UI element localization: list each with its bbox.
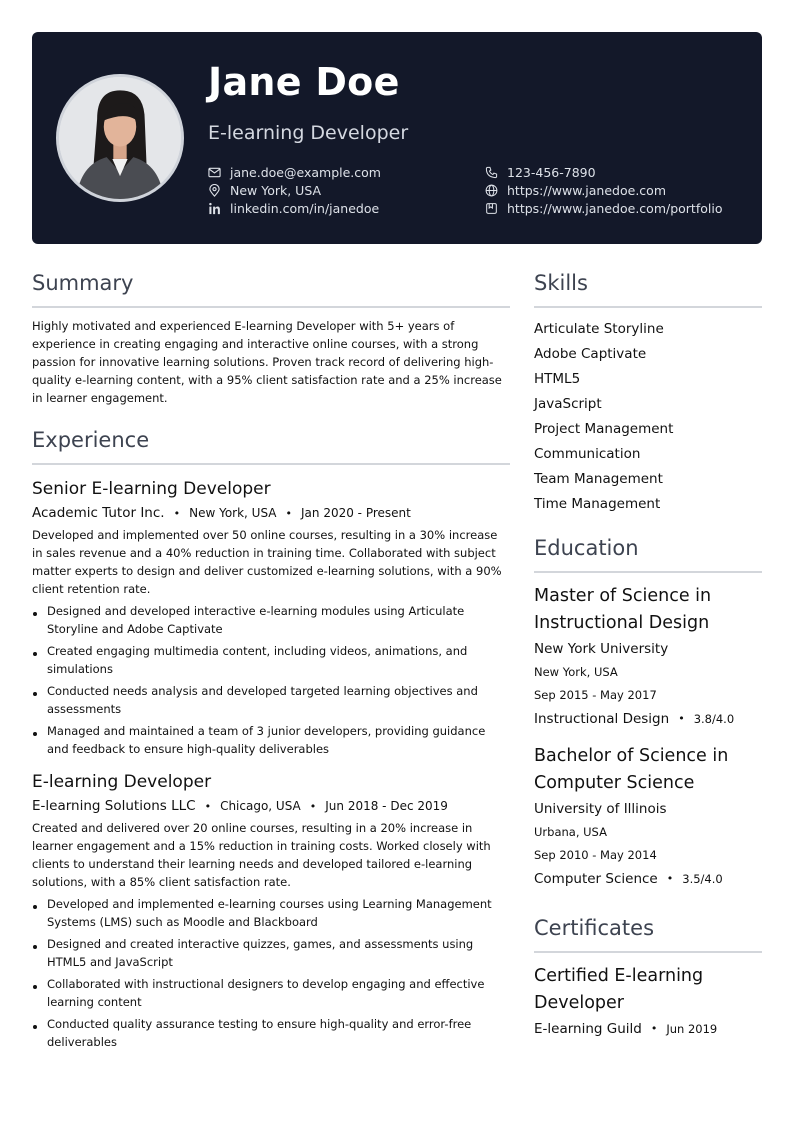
separator-dot: • [309,799,317,813]
separator-dot: • [650,1022,658,1035]
job-entry [32,477,510,758]
skill-item: JavaScript [534,396,602,412]
mail-icon [208,166,221,179]
job-entry [32,770,510,1051]
list-item: Managed and maintained a team of 3 junior developers, providing guidance and feedback to ensure high-quality deliverables [32,722,510,758]
certificate-issuer: E-learning Guild [534,1021,642,1037]
education-field: Computer Science [534,871,658,887]
contact-email-text: jane.doe@example.com [230,165,381,180]
contact-portfolio-text: https://www.janedoe.com/portfolio [507,201,723,216]
skill-item: Time Management [534,496,661,512]
job-dates: Jan 2020 - Present [301,506,411,520]
list-item: Created engaging multimedia content, including videos, animations, and simulations [32,642,510,678]
left-column [32,268,510,1055]
candidate-title: E-learning Developer [208,122,409,144]
separator-dot: • [173,506,181,520]
profile-photo [59,77,181,199]
certificate-entry [534,963,762,1041]
education-field: Instructional Design [534,711,670,727]
contact-phone[interactable] [485,165,596,180]
location-icon [208,184,221,197]
contact-website-text: https://www.janedoe.com [507,183,666,198]
skill-item: Adobe Captivate [534,346,647,362]
phone-icon [485,166,498,179]
job-location: New York, USA [189,506,277,520]
education-gpa: 3.8/4.0 [693,712,735,726]
skill-item: Communication [534,446,641,462]
education-section [534,533,762,891]
job-title: E-learning Developer [32,772,212,792]
list-item: Designed and developed interactive e-learning modules using Articulate Storyline and Adobe Captivate [32,602,510,638]
contact-portfolio[interactable] [485,201,722,216]
contact-linkedin-text: linkedin.com/in/janedoe [230,201,380,216]
section-divider [534,951,762,953]
job-bullets [32,602,510,758]
section-divider [534,571,762,573]
contact-email[interactable] [208,165,381,180]
education-school: New York University [534,641,669,657]
certificates-section [534,913,762,1041]
education-dates: Sep 2015 - May 2017 [534,688,657,702]
list-item: Conducted needs analysis and developed targeted learning objectives and assessments [32,682,510,718]
certificate-date: Jun 2019 [666,1022,718,1036]
list-item: Designed and created interactive quizzes, games, and assessments using HTML5 and JavaScript [32,935,510,971]
section-divider [32,463,510,465]
job-description: Developed and implemented over 50 online courses, resulting in a 30% increase in sales revenue and a 40% reduction in training time. Collaborated with subject matter experts to design and deliver customized e-learning solutions, with a 90% client retention rate. [32,528,502,596]
education-school: University of Illinois [534,801,667,817]
experience-heading: Experience [32,428,150,452]
education-dates: Sep 2010 - May 2014 [534,848,657,862]
portfolio-icon [485,202,498,215]
education-gpa: 3.5/4.0 [682,872,723,886]
section-divider [32,306,510,308]
job-meta [32,505,510,521]
skill-item: HTML5 [534,371,581,387]
contact-linkedin[interactable] [208,201,379,216]
list-item: Conducted quality assurance testing to ensure high-quality and error-free deliverables [32,1015,510,1051]
education-degree: Bachelor of Science in Computer Science [534,746,729,793]
globe-icon [485,184,498,197]
separator-dot: • [285,506,293,520]
job-dates: Jun 2018 - Dec 2019 [325,799,448,813]
education-location: Urbana, USA [534,825,607,839]
section-divider [534,306,762,308]
job-bullets [32,895,510,1051]
separator-dot: • [666,872,674,885]
skill-item: Project Management [534,421,674,437]
contact-location [208,183,321,198]
job-company: E-learning Solutions LLC [32,798,196,814]
job-company: Academic Tutor Inc. [32,505,165,521]
avatar [56,74,184,202]
education-entry [534,583,762,731]
education-field-row [534,707,762,731]
education-entry [534,743,762,891]
list-item: Developed and implemented e-learning courses using Learning Management Systems (LMS) such as Moodle and Blackboard [32,895,510,931]
skills-section [534,268,762,517]
right-column [534,268,762,1041]
resume-header [32,32,762,244]
skills-heading: Skills [534,271,588,295]
skill-item: Team Management [534,471,663,487]
contact-location-text: New York, USA [230,183,322,198]
separator-dot: • [678,712,685,725]
contact-website[interactable] [485,183,666,198]
certificate-name: Certified E-learning Developer [534,966,704,1013]
job-meta [32,798,510,814]
summary-section [32,268,510,407]
certificate-meta [534,1017,762,1041]
candidate-name: Jane Doe [208,60,400,104]
education-field-row [534,867,762,891]
skill-item: Articulate Storyline [534,321,664,337]
education-degree: Master of Science in Instructional Design [534,586,712,633]
job-description: Created and delivered over 20 online courses, resulting in a 20% increase in learner engagement and a 15% reduction in training costs. Worked closely with clients to understand their learning needs and developed tailored e-learning solutions, with a 85% client satisfaction rate. [32,821,491,889]
contact-phone-text: 123-456-7890 [507,165,596,180]
job-title: Senior E-learning Developer [32,479,271,499]
linkedin-icon [208,202,221,215]
education-location: New York, USA [534,665,618,679]
experience-section [32,425,510,1051]
summary-text: Highly motivated and experienced E-learning Developer with 5+ years of experience in creating engaging and interactive online courses, with a strong passion for innovative learning solutions. Proven track record of delivering high-quality e-learning content, with a 95% client satisfaction rate and a 25% increase in learner engagement. [32,319,502,405]
education-heading: Education [534,536,639,560]
list-item: Collaborated with instructional designers to develop engaging and effective learning content [32,975,510,1011]
certificates-heading: Certificates [534,916,655,940]
separator-dot: • [204,799,212,813]
job-location: Chicago, USA [220,799,301,813]
summary-heading: Summary [32,271,134,295]
